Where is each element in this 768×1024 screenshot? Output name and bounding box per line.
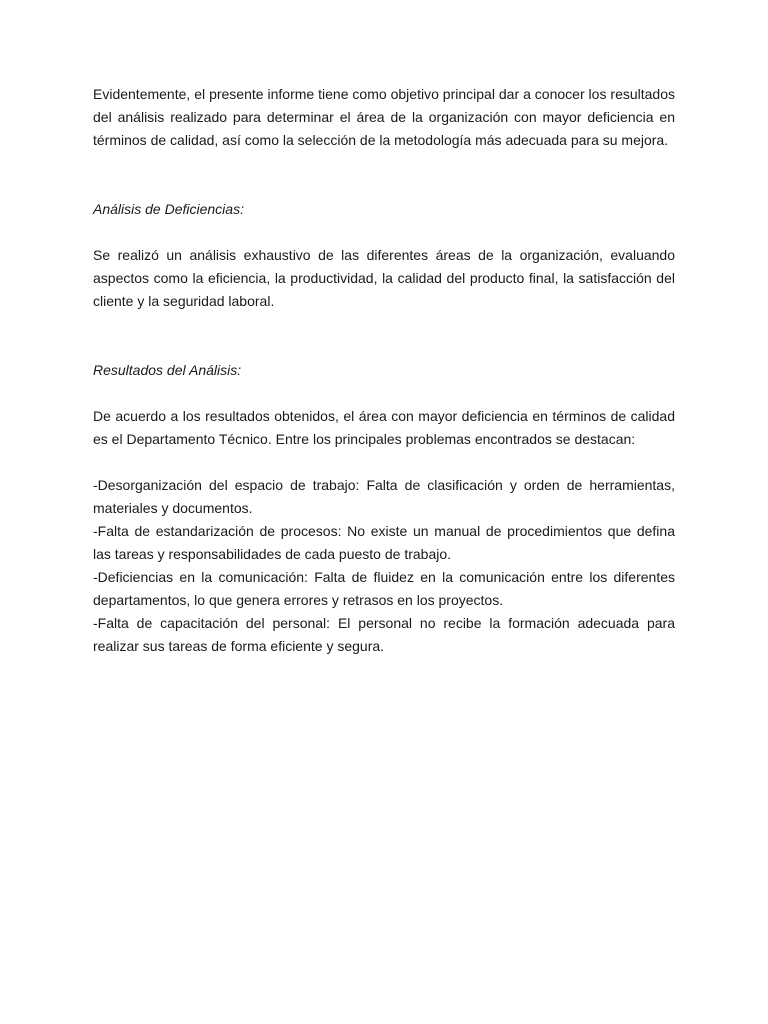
list-item: -Deficiencias en la comunicación: Falta de fluidez en la comunicación entre los diferentes departamentos, lo que genera errores y retrasos en los proyectos. (93, 569, 675, 608)
spacer (93, 382, 675, 405)
section-body-deficiencias: Se realizó un análisis exhaustivo de las diferentes áreas de la organización, evaluando aspectos como la eficiencia, la productividad, la calidad del producto final, la satisfacción del cliente y la seguridad laboral. (93, 247, 675, 309)
spacer (93, 152, 675, 198)
section-heading-deficiencias: Análisis de Deficiencias: (93, 201, 244, 217)
list-item: -Falta de capacitación del personal: El personal no recibe la formación adecuada para realizar sus tareas de forma eficiente y segura. (93, 615, 675, 654)
section-heading-resultados: Resultados del Análisis: (93, 362, 242, 378)
list-item: -Desorganización del espacio de trabajo: Falta de clasificación y orden de herramientas, materiales y documentos. (93, 477, 675, 516)
intro-paragraph: Evidentemente, el presente informe tiene como objetivo principal dar a conocer los resultados del análisis realizado para determinar el área de la organización con mayor deficiencia en términos de calidad, así como la selección de la metodología más adecuada para su mejora. (93, 86, 675, 148)
list-item: -Falta de estandarización de procesos: No existe un manual de procedimientos que defina las tareas y responsabilidades de cada puesto de trabajo. (93, 523, 675, 562)
spacer (93, 313, 675, 359)
problems-list (93, 474, 675, 658)
document-page (93, 83, 675, 658)
spacer (93, 451, 675, 474)
section-body-resultados: De acuerdo a los resultados obtenidos, el área con mayor deficiencia en términos de calidad es el Departamento Técnico. Entre los principales problemas encontrados se destacan: (93, 408, 675, 447)
spacer (93, 221, 675, 244)
